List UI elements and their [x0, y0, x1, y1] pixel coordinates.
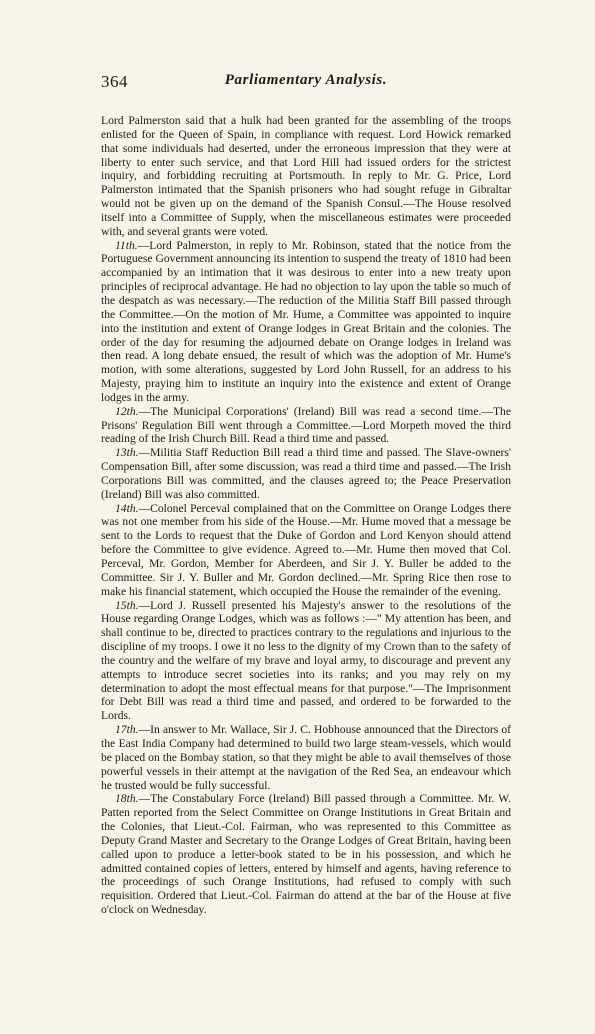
- entry-date: 15th.: [115, 598, 139, 612]
- paragraph: [101, 114, 511, 239]
- page-number: 364: [101, 72, 128, 91]
- page-header: [101, 72, 511, 98]
- paragraph: [101, 599, 511, 724]
- paragraph-text: —Lord Palmerston, in reply to Mr. Robinson, stated that the notice from the Portuguese Government announcing its intention to suspend the treaty of 1810 had been accompanied by an intimation that it was desirous to enter into a new treaty upon principles of reciprocal advantage. He had no objection to lay upon the table so much of the despatch as was necessary.—The reduction of the Militia Staff Bill passed through the Committee.—On the motion of Mr. Hume, a Committee was appointed to inquire into the institution and extent of Orange lodges in Great Britain and the colonies. The order of the day for resuming the adjourned debate on Orange lodges in Ireland was then read. A long debate ensued, the result of which was the adoption of Mr. Hume's motion, with some alterations, suggested by Lord John Russell, for an address to his Majesty, praying him to institute an inquiry into the existence and extent of Orange lodges in the army.: [101, 238, 511, 404]
- paragraph-text: —The Constabulary Force (Ireland) Bill passed through a Committee. Mr. W. Patten reported from the Select Committee on Orange Institutions in Great Britain and the Colonies, that Lieut.-Col. Fairman, who was represented to this Committee as Deputy Grand Master and Secretary to the Orange Lodges of Great Britain, having been called upon to produce a letter-book stated to be in his possession, and which he admitted contained copies of letters, entered by himself and agents, having reference to the proceedings of such Orange Institutions, had refused to comply with such requisition. Ordered that Lieut.-Col. Fairman do attend at the bar of the House at five o'clock on Wednesday.: [101, 792, 511, 917]
- paragraph-text: —Militia Staff Reduction Bill read a third time and passed. The Slave-owners' Compensation Bill, after some discussion, was read a third time and passed.—The Irish Corporations Bill was committed, and the clauses agreed to; the Peace Preservation (Ireland) Bill was also committed.: [101, 446, 511, 501]
- paragraph: [101, 792, 511, 917]
- entry-date: 13th.: [115, 446, 139, 460]
- body-text: [101, 114, 511, 917]
- running-title: Parliamentary Analysis.: [224, 72, 388, 88]
- paragraph: [101, 239, 511, 405]
- paragraph-text: Lord Palmerston said that a hulk had been granted for the assembling of the troops enlisted for the Queen of Spain, in compliance with request. Lord Howick remarked that some individuals had deserted, under the erroneous impression that they were at liberty to enter such service, and that Lord Hill had issued orders for the strictest inquiry, and forbidding recruiting at Portsmouth. In reply to Mr. G. Price, Lord Palmerston intimated that the Spanish prisoners who had sought refuge in Gibraltar would not be given up on the demand of the Spanish Consul.—The House resolved itself into a Committee of Supply, when the miscellaneous estimates were proceeded with, and several grants were voted.: [101, 114, 511, 238]
- entry-date: 11th.: [115, 238, 138, 252]
- paragraph-text: —The Municipal Corporations' (Ireland) Bill was read a second time.—The Prisons' Regulation Bill went through a Committee.—Lord Morpeth moved the third reading of the Irish Church Bill. Read a third time and passed.: [101, 404, 511, 446]
- paragraph-text: —Lord J. Russell presented his Majesty's answer to the resolutions of the House regarding Orange Lodges, which was as follows :—" My attention has been, and shall continue to be, directed to practices contrary to the regulations and injurious to the discipline of my troops. I owe it no less to the dignity of my Crown than to the safety of the country and the welfare of my brave and loyal army, to discourage and prevent any attempts to introduce secret societies into its ranks; and you may rely on my determination to adopt the most effectual means for that purpose."—The Imprisonment for Debt Bill was read a third time and passed, and ordered to be forwarded to the Lords.: [101, 598, 511, 723]
- paragraph: [101, 405, 511, 447]
- entry-date: 17th.: [115, 723, 139, 737]
- entry-date: 12th.: [115, 404, 139, 418]
- entry-date: 14th.: [115, 501, 139, 515]
- paragraph: [101, 723, 511, 792]
- paragraph-text: —Colonel Perceval complained that on the Committee on Orange Lodges there was not one member from his side of the House.—Mr. Hume moved that a message be sent to the Lords to request that the Duke of Gordon and Lord Kenyon should attend before the Committee to give evidence. Agreed to.—Mr. Hume then moved that Col. Perceval, Mr. Gordon, Member for Aberdeen, and Sir J. Y. Buller be added to the Committee. Sir J. Y. Buller and Mr. Gordon declined.—Mr. Spring Rice then rose to make his financial statement, which occupied the House the remainder of the evening.: [101, 501, 511, 598]
- paragraph-text: —In answer to Mr. Wallace, Sir J. C. Hobhouse announced that the Directors of the East India Company had determined to build two large steam-vessels, which would be placed on the Bombay station, so that they might be able to avail themselves of those powerful vessels in their attempt at the navigation of the Red Sea, an endeavour which he trusted would be fully successful.: [101, 723, 511, 792]
- paragraph: [101, 502, 511, 599]
- entry-date: 18th.: [115, 792, 139, 806]
- paragraph: [101, 446, 511, 501]
